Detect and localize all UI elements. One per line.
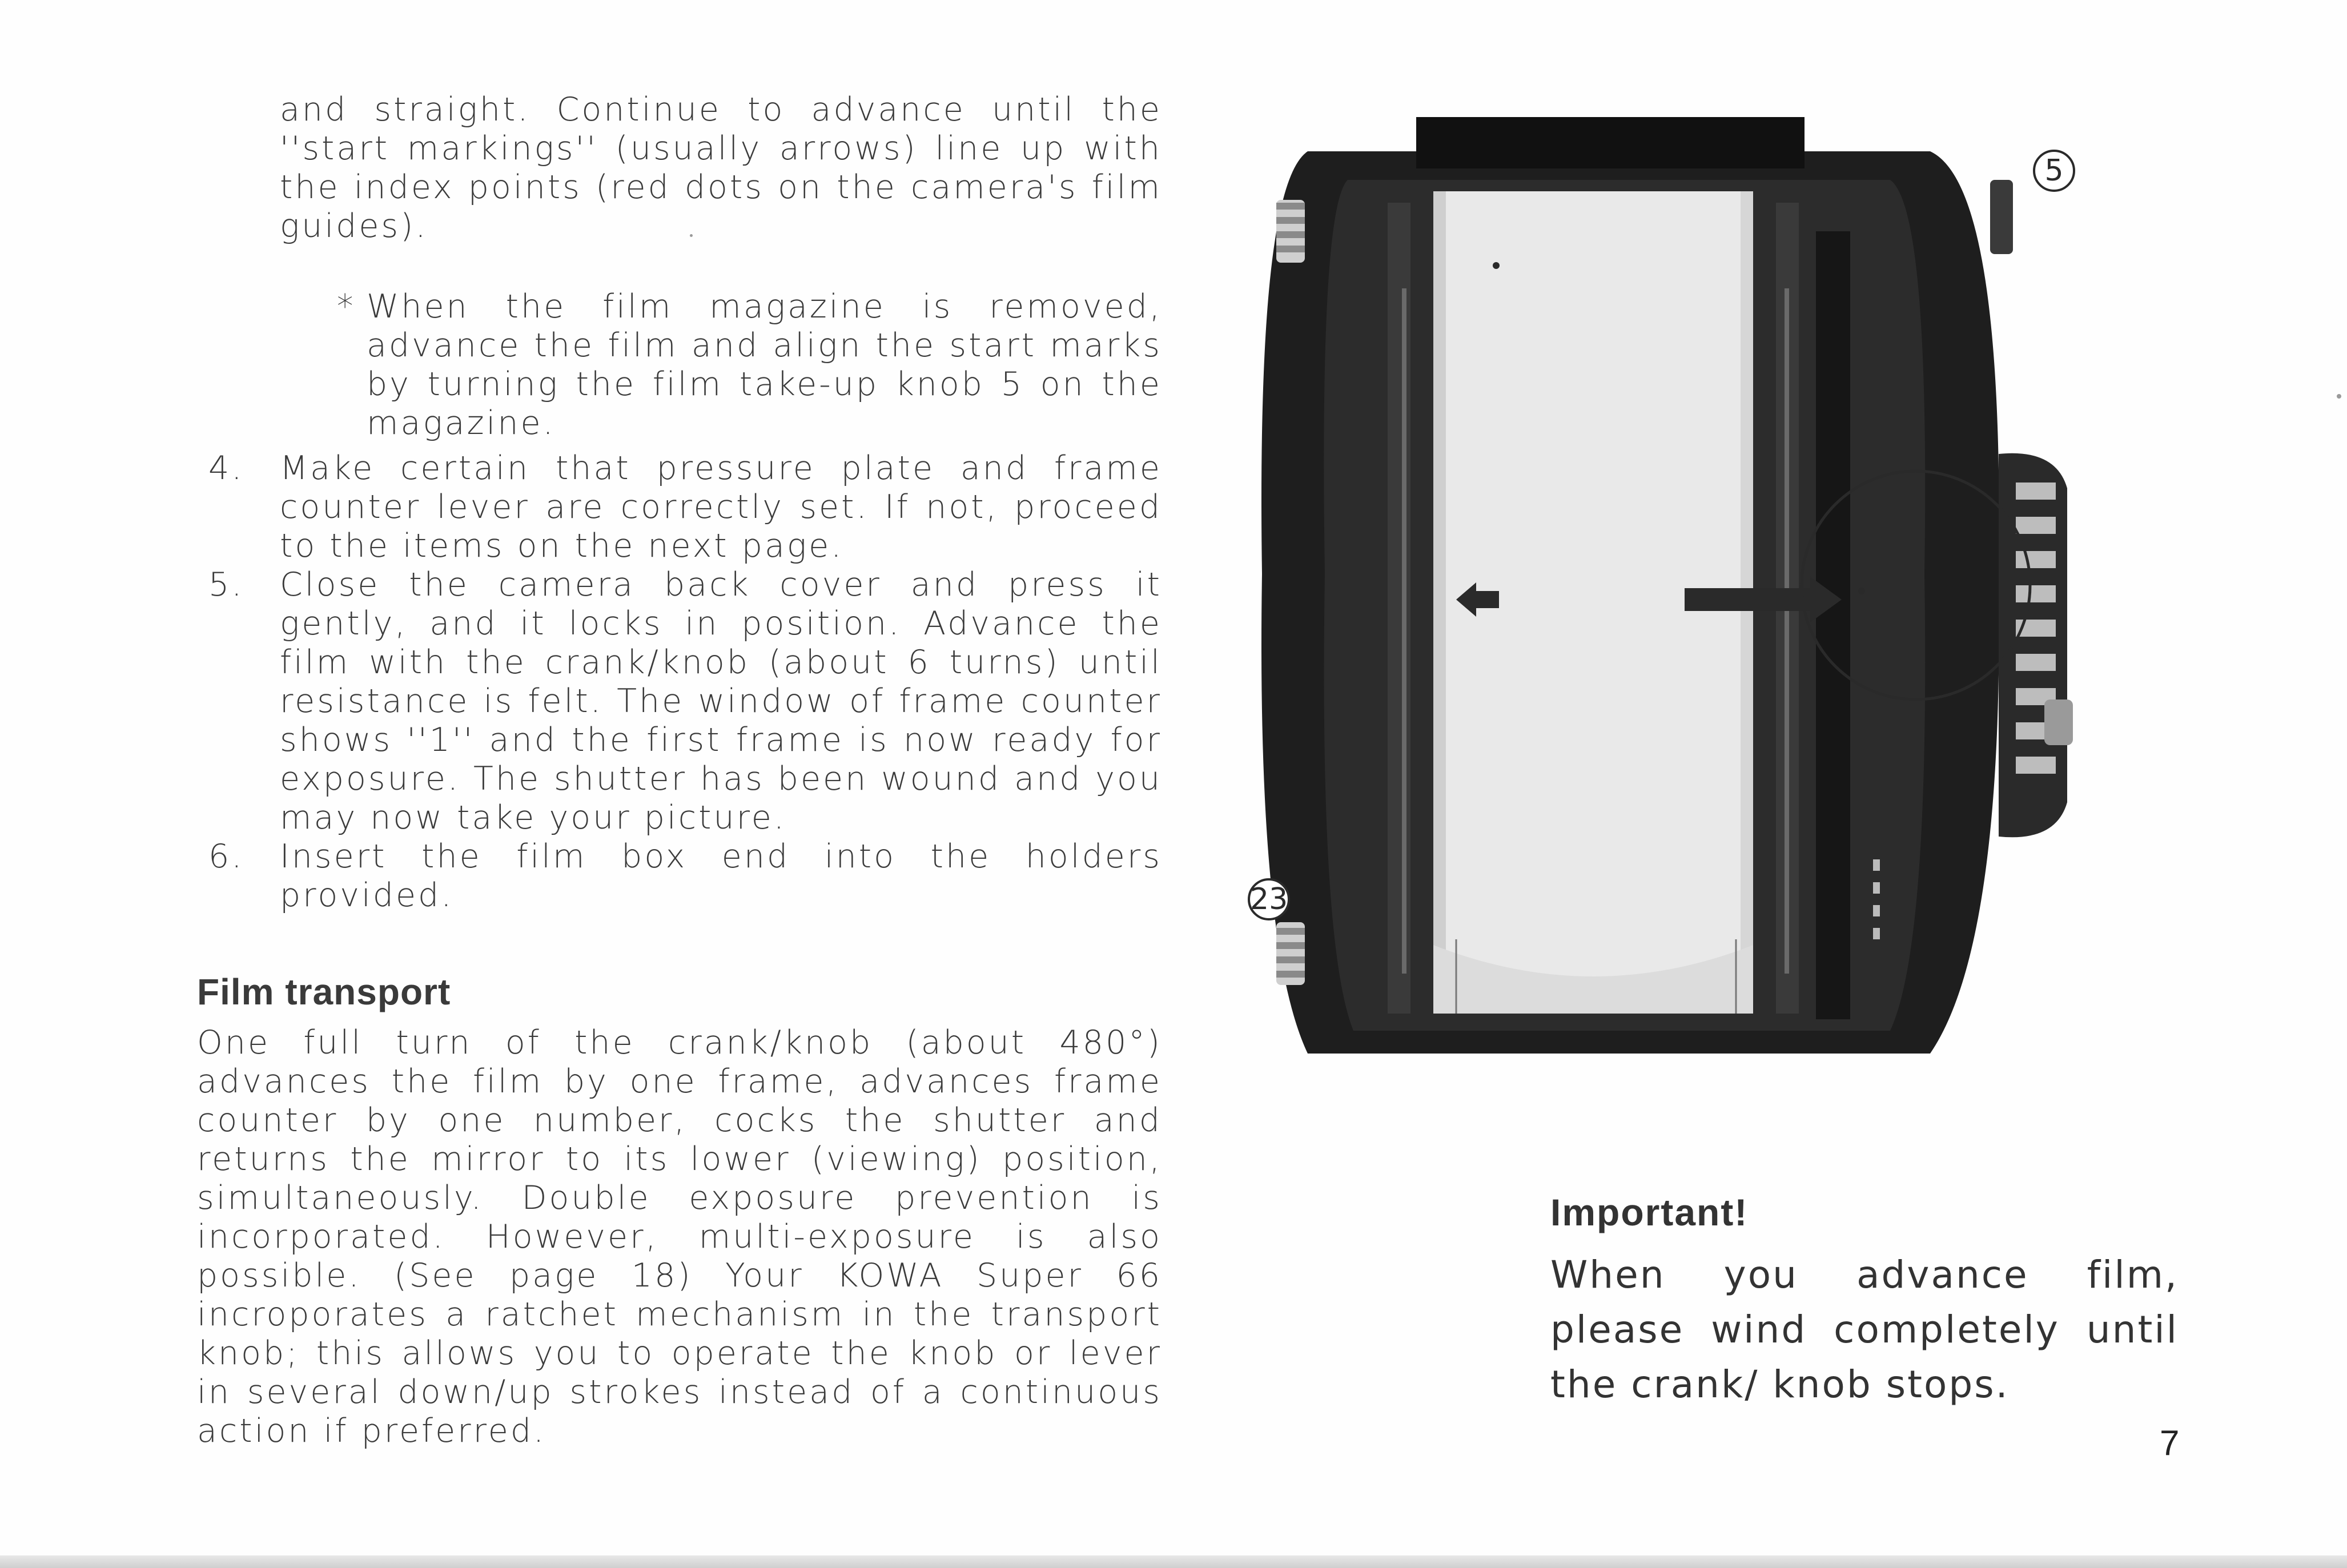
note-text: When the film magazine is removed, advance the film and align the start marks by turning the film take-up knob 5 on the magazine.: [367, 288, 1162, 442]
important-text: When you advance film, please wind completely until the crank/ knob stops.: [1550, 1253, 2179, 1406]
step-text: Close the camera back cover and press it gently, and it locks in position. Advance the film with the crank/knob (about 6 turns) until resistance is felt. The window of frame counter shows ''1'' and the first frame is now ready for exposure. The shutter has been wound and you may now take your picture.: [280, 566, 1162, 837]
steps-list: [208, 449, 1162, 915]
crank-knob: [1999, 453, 2073, 838]
page-number: 7: [2160, 1424, 2180, 1463]
magazine-note: [337, 287, 1162, 443]
step-number: 6.: [208, 838, 244, 875]
film-transport-heading: Film transport: [197, 971, 451, 1012]
important-heading: Important!: [1550, 1191, 1749, 1233]
page-bottom-edge: [0, 1555, 2347, 1568]
step-text: Insert the film box end into the holders provided.: [280, 838, 1162, 914]
print-speck: [2337, 394, 2341, 399]
camera-film-figure: [1245, 117, 2084, 1065]
callout-label: 23: [1248, 878, 1290, 920]
upper-right-knob: [1990, 180, 2013, 254]
step-item: [208, 837, 1162, 915]
step-item: [208, 449, 1162, 565]
note-asterisk: *: [337, 288, 356, 325]
film-left-edge: [1433, 191, 1446, 1014]
callout-label: 5: [2033, 150, 2075, 192]
index-dot: [1858, 588, 1865, 594]
step-item: [208, 565, 1162, 837]
step-number: 5.: [208, 566, 244, 604]
step-number: 4.: [208, 449, 244, 487]
print-speck: [690, 234, 693, 237]
film-transport-paragraph: One full turn of the crank/knob (about 480°) advances the film by one frame, advances frame counter by one number, cocks the shutter and returns the mirror to its lower (viewing) position, simultaneously. Double exposure prevention is incorporated. However, multi-exposure is also possible. (See page 18) Your KOWA Super 66 incroporates a ratchet mechanism in the transport knob; this allows you to operate the knob or lever in several down/up strokes instead of a continuous action if preferred.: [197, 1024, 1162, 1450]
upper-left-knob: [1276, 200, 1305, 263]
intro-paragraph: and straight. Continue to advance until the ''start markings'' (usually arrows) line up with the index points (red dots on the camera's film guides).: [280, 91, 1162, 245]
left-film-guide: [1388, 203, 1410, 1014]
top-cover: [1416, 117, 1805, 168]
lower-left-knob: [1276, 922, 1305, 985]
step-text: Make certain that pressure plate and frame counter lever are correctly set. If not, proceed to the items on the next page.: [280, 449, 1162, 565]
